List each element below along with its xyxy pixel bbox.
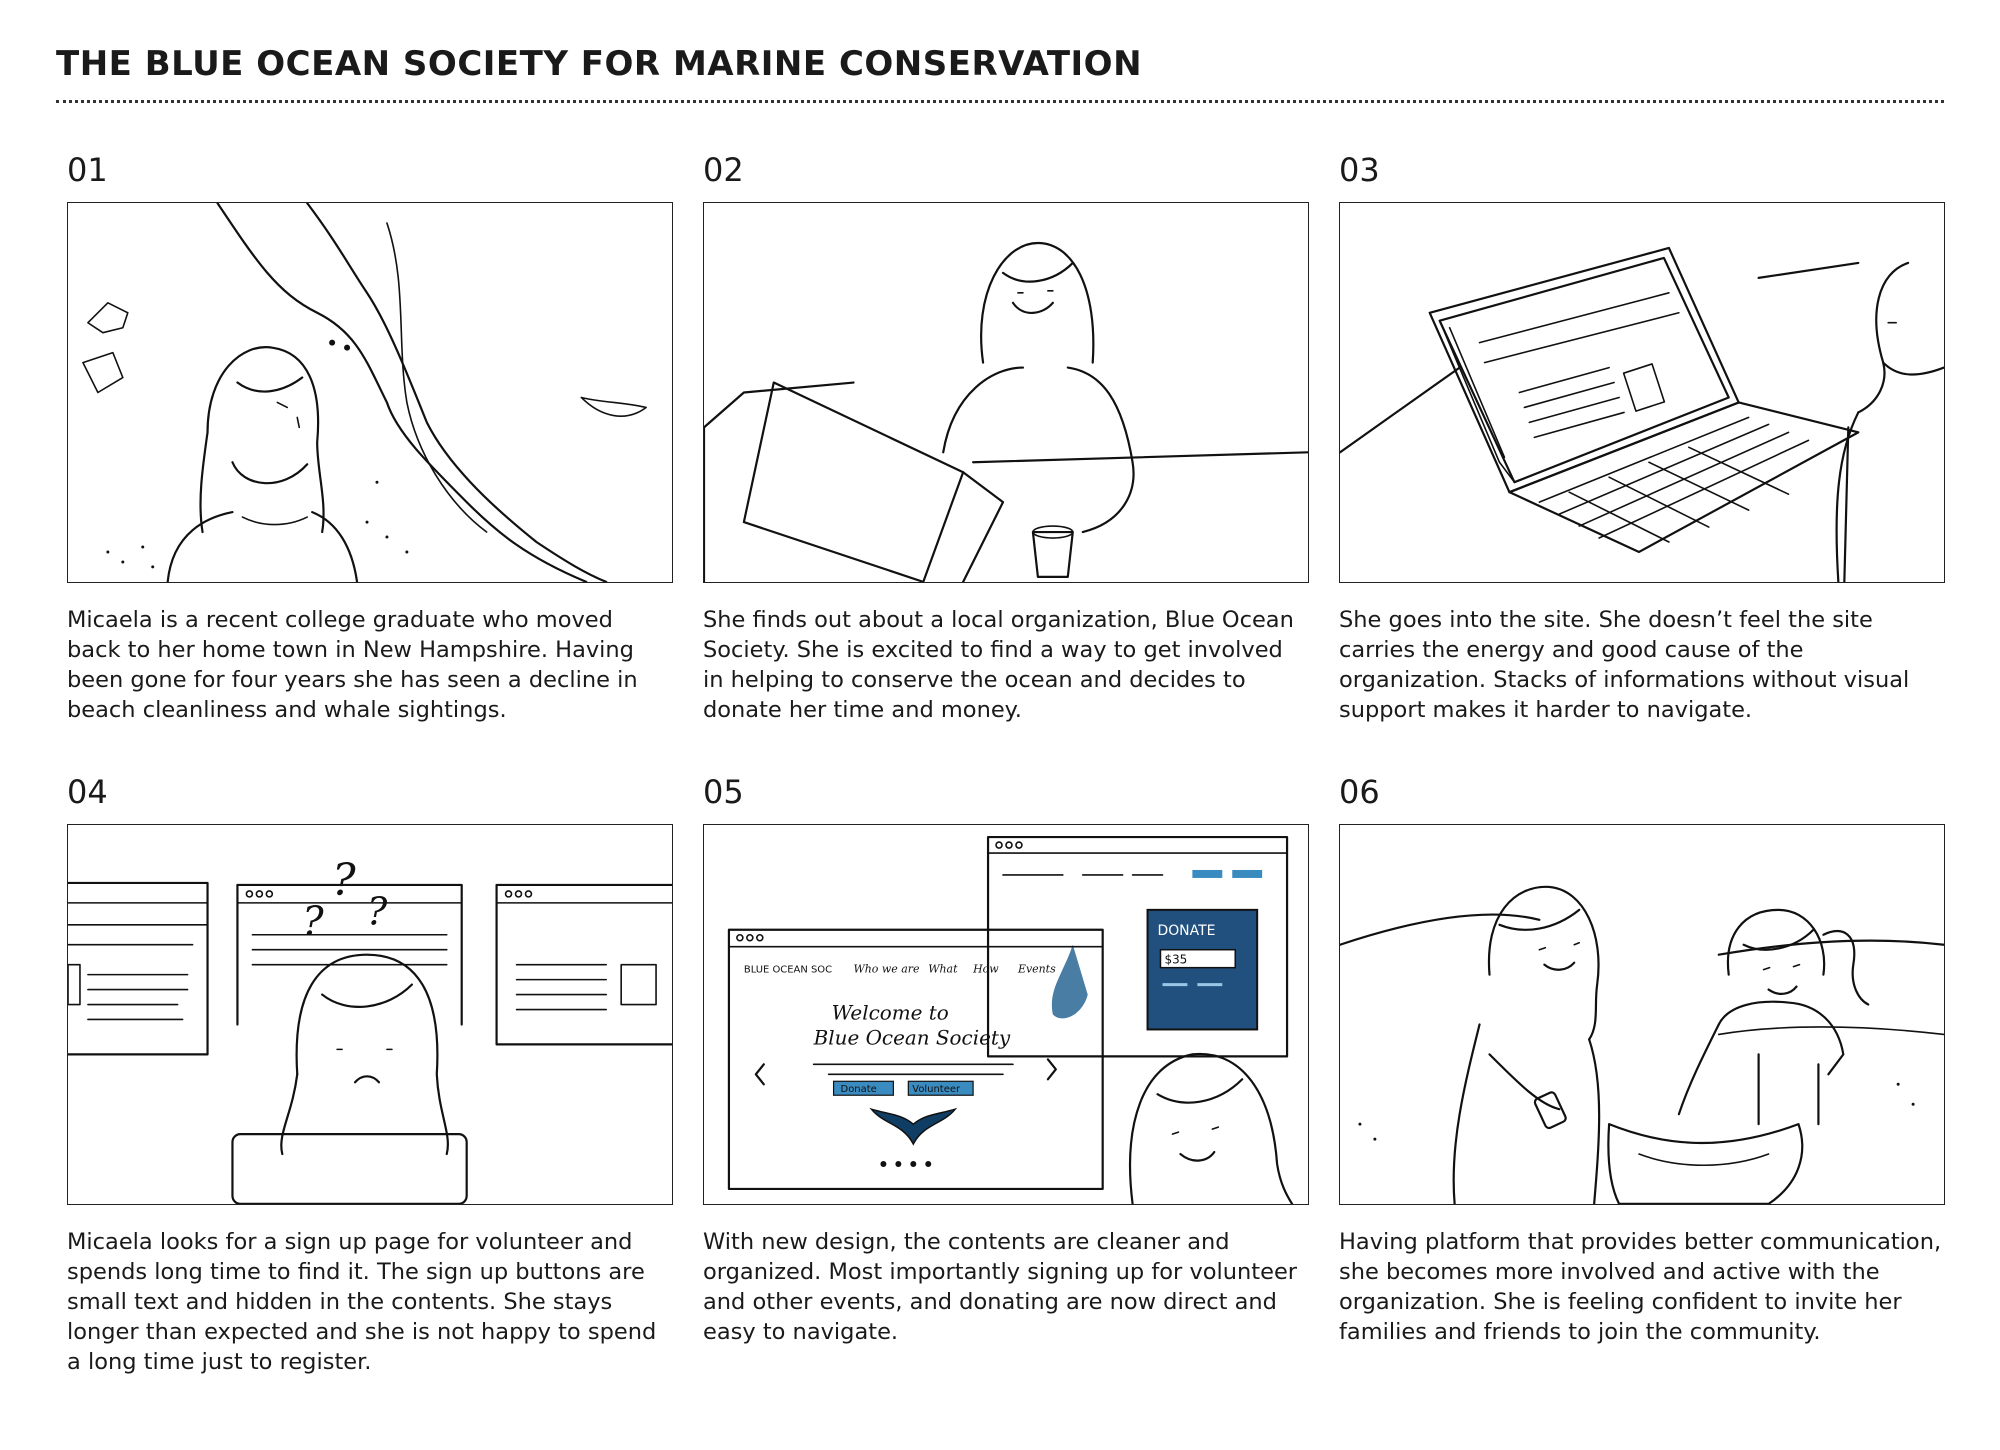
storyboard-panel-01 [67, 150, 673, 725]
welcome-line-2: Blue Ocean Society [813, 1026, 1011, 1050]
illustration-frustrated-search [67, 824, 673, 1205]
nav-item-1: Who we are [853, 962, 920, 976]
panel-number: 04 [67, 773, 108, 811]
storyboard-panel-06 [1339, 772, 1945, 1347]
panel-caption: She finds out about a local organization, Blue Ocean Society. She is excited to find a way to get involved in helping to conserve the ocean and decides to donate her time and money. [703, 607, 1294, 723]
donate-button: Donate [840, 1084, 877, 1096]
panel-number: 03 [1339, 151, 1380, 189]
nav-item-2: What [928, 962, 958, 976]
title-divider [56, 100, 1944, 103]
volunteer-button: Volunteer [912, 1084, 961, 1096]
illustration-beach-cleanup [1339, 824, 1945, 1205]
panel-caption: Micaela is a recent college graduate who moved back to her home town in New Hampshire. Having been gone for four years she has seen a decline in beach cleanliness and whale sightings. [67, 607, 638, 723]
panel-caption: She goes into the site. She doesn’t feel the site carries the energy and good cause of the organization. Stacks of informations without visual support makes it harder to navigate. [1339, 607, 1910, 723]
panel-number: 02 [703, 151, 744, 189]
storyboard-panel-03 [1339, 150, 1945, 725]
illustration-new-site [703, 824, 1309, 1205]
storyboard-panel-05 [703, 772, 1309, 1347]
page-title: THE BLUE OCEAN SOCIETY FOR MARINE CONSERVATION [56, 44, 1143, 84]
panel-caption: With new design, the contents are cleaner and organized. Most importantly signing up for volunteer and other events, and donating are now direct and easy to navigate. [703, 1229, 1298, 1345]
nav-item-4: Events [1017, 962, 1056, 976]
panel-caption: Micaela looks for a sign up page for volunteer and spends long time to find it. The sign up buttons are small text and hidden in the contents. She stays longer than expected and she is not happy to spend a long time just to register. [67, 1229, 657, 1375]
panel-caption: Having platform that provides better communication, she becomes more involved and active with the organization. She is feeling confident to invite her families and friends to join the community. [1339, 1229, 1942, 1345]
storyboard-panel-04 [67, 772, 673, 1377]
site-logo: BLUE OCEAN SOC [743, 964, 833, 976]
welcome-line-1: Welcome to [831, 1001, 949, 1025]
illustration-girl-laptop [703, 202, 1309, 583]
donate-amount: $35 [1164, 952, 1188, 967]
svg-text:?: ? [367, 889, 388, 934]
illustration-beach-girl [67, 202, 673, 583]
illustration-laptop-old-site [1339, 202, 1945, 583]
panel-number: 05 [703, 773, 744, 811]
nav-item-3: How [973, 962, 999, 976]
storyboard-panel-02 [703, 150, 1309, 725]
panel-number: 06 [1339, 773, 1380, 811]
panel-number: 01 [67, 151, 108, 189]
svg-text:?: ? [302, 898, 324, 945]
svg-text:?: ? [332, 854, 356, 906]
donate-heading: DONATE [1157, 922, 1216, 939]
